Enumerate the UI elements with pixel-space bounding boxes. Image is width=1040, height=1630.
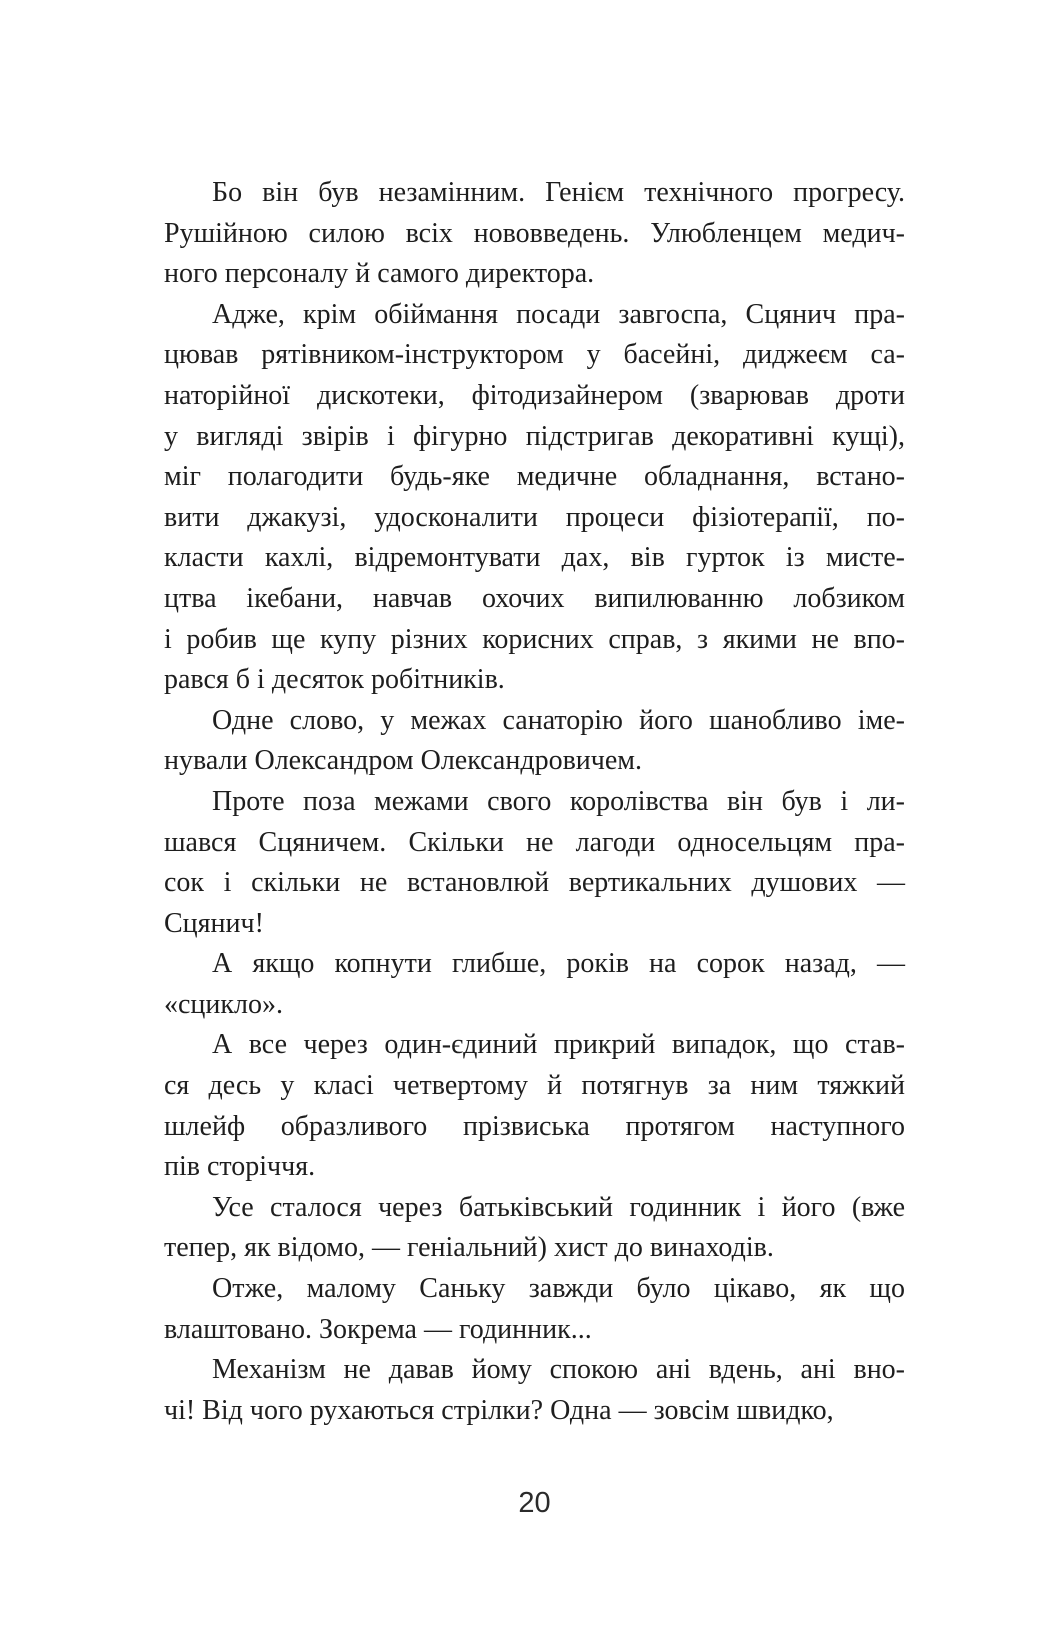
paragraph [164, 1350, 905, 1431]
text-line: вити джакузі, удосконалити процеси фізіотерапії, по- [164, 501, 905, 533]
text-line: міг полагодити будь-яке медичне обладнання, встано- [164, 461, 905, 493]
book-text [164, 173, 905, 1431]
text-line: влаштовано. Зокрема — годинник... [164, 1313, 592, 1345]
text-line: ся десь у класі четвертому й потягнув за ним тяжкий [164, 1070, 905, 1102]
paragraph [164, 295, 905, 701]
text-line: Отже, малому Саньку завжди було цікаво, як що [212, 1273, 905, 1305]
text-line: у вигляді звірів і фігурно підстригав декоративні кущі), [164, 420, 905, 452]
text-line: Сцянич! [164, 907, 264, 939]
text-line: сок і скільки не встановлюй вертикальних душових — [164, 867, 905, 899]
paragraph [164, 1025, 905, 1187]
paragraph [164, 1269, 905, 1350]
text-line: Одне слово, у межах санаторію його шанобливо іме- [212, 704, 905, 736]
paragraph [164, 173, 905, 295]
text-line: цював рятівником-інструктором у басейні, диджеєм са- [164, 339, 905, 371]
text-line: шлейф образливого прізвиська протягом наступного [164, 1110, 905, 1142]
text-line: шався Сцяничем. Скільки не лагоди односельцям пра- [164, 826, 905, 858]
text-line: Адже, крім обіймання посади завгоспа, Сцянич пра- [212, 298, 905, 330]
text-line: Проте поза межами свого королівства він був і ли- [212, 785, 905, 817]
paragraph [164, 944, 905, 1025]
text-line: Рушійною силою всіх нововведень. Улюбленцем медич- [164, 217, 905, 249]
text-line: нували Олександром Олександровичем. [164, 745, 642, 777]
text-line: «сцикло». [164, 988, 283, 1020]
paragraph [164, 1188, 905, 1269]
text-line: ного персоналу й самого директора. [164, 258, 595, 290]
text-line: рався б і десяток робітників. [164, 664, 505, 696]
text-line: цтва ікебани, навчав охочих випилюванню лобзиком [164, 582, 905, 614]
text-line: А якщо копнути глибше, років на сорок назад, — [212, 948, 905, 980]
text-line: класти кахлі, відремонтувати дах, вів гурток із мисте- [164, 542, 905, 574]
paragraph [164, 701, 905, 782]
text-line: і робив ще купу різних корисних справ, з якими не впо- [164, 623, 905, 655]
text-line: Усе сталося через батьківський годинник і його (вже [212, 1191, 905, 1223]
text-line: наторійної дискотеки, фітодизайнером (зварював дроти [164, 379, 905, 411]
text-line: Механізм не давав йому спокою ані вдень, ані вно- [212, 1354, 905, 1386]
text-line: чі! Від чого рухаються стрілки? Одна — зовсім швидко, [164, 1394, 834, 1426]
text-line: пів сторіччя. [164, 1151, 316, 1183]
paragraph [164, 782, 905, 944]
text-line: Бо він був незамінним. Генієм технічного прогресу. [212, 177, 905, 208]
page-number: 20 [518, 1487, 551, 1519]
text-line: А все через один-єдиний прикрий випадок, що став- [212, 1029, 905, 1061]
text-line: тепер, як відомо, — геніальний) хист до винаходів. [164, 1232, 774, 1264]
